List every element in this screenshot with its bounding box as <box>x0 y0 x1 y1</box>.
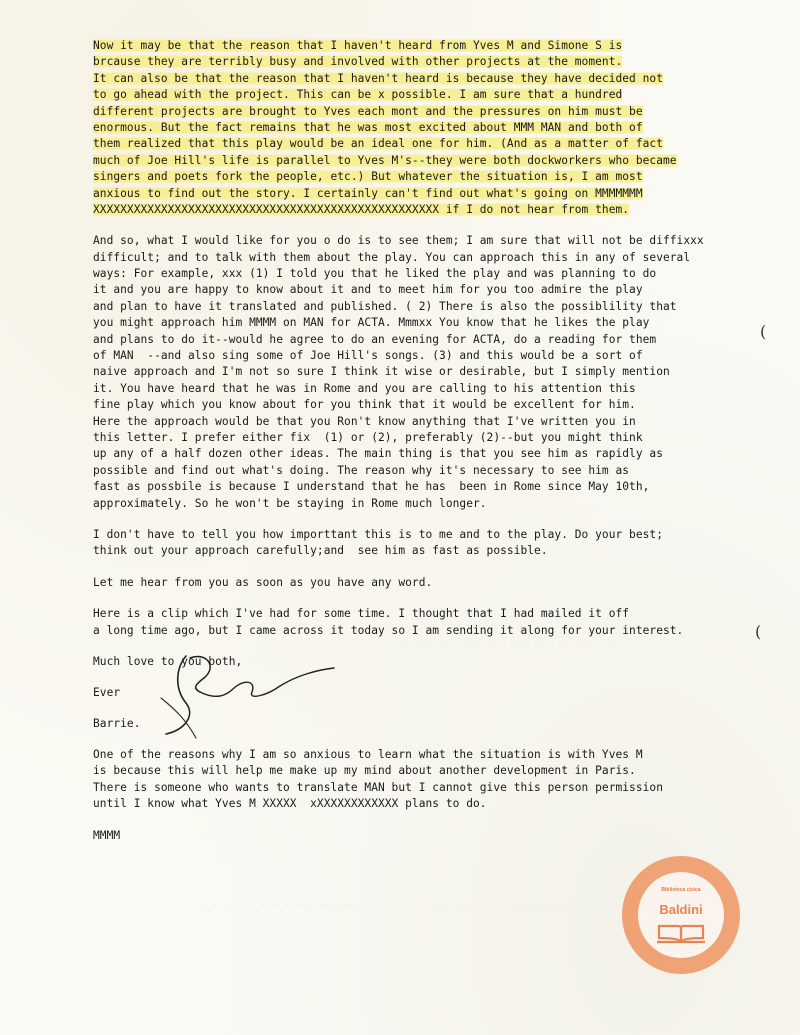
text-line: One of the reasons why I am so anxious to learn what the situation is with Yves M <box>93 748 643 762</box>
highlighted-text: singers and poets fork the people, etc.) But whatever the situation is, I am most <box>93 170 643 184</box>
letter-paragraph <box>93 606 793 639</box>
text-line: and plan to have it translated and published. ( 2) There is also the possiblility that <box>93 299 677 313</box>
highlighted-text: XXXXXXXXXXXXXXXXXXXXXXXXXXXXXXXXXXXXXXXXXXXXXXXXXXX if I do not hear from them. <box>93 202 630 216</box>
highlighted-text: much of Joe Hill's life is parallel to Yves M's--they were both dockworkers who became <box>93 153 677 167</box>
handwritten-signature <box>156 648 346 740</box>
text-line: a long time ago, but I came across it today so I am sending it along for your interest. <box>93 623 684 637</box>
library-stamp <box>622 856 740 974</box>
text-line: approximately. So he won't be staying in Rome much longer. <box>93 496 487 510</box>
highlighted-text: different projects are brought to Yves each mont and the pressures on him must be <box>93 104 643 118</box>
open-book-icon <box>657 922 705 944</box>
bleed-through-text: - - - - - - - - - - - - - - - - - - - - - - - - - - - - - - - <box>200 900 568 911</box>
text-line <box>93 186 793 202</box>
text-line <box>93 120 793 136</box>
typed-initials: MMMM <box>93 828 121 842</box>
text-line: until I know what Yves M XXXXX xXXXXXXXXXXXX plans to do. <box>93 797 487 811</box>
text-line <box>93 71 793 87</box>
text-line <box>93 153 793 169</box>
text-line: fine play which you know about for you think that it would be excellent for him. <box>93 398 636 412</box>
text-line: it and you are happy to know about it and to meet him for you too admire the play <box>93 283 643 297</box>
text-line: up any of a half dozen other ideas. The main thing is that you see him as rapidly as <box>93 447 663 461</box>
margin-mark-1: ( <box>760 322 767 341</box>
signer-name: Barrie. <box>93 716 141 730</box>
highlighted-text: anxious to find out the story. I certainly can't find out what's going on MMMMMMM <box>93 186 643 200</box>
text-line: Here the approach would be that you Ron't know anything that I've written you in <box>93 414 636 428</box>
highlighted-text: Now it may be that the reason that I haven't heard from Yves M and Simone S is <box>93 39 623 52</box>
text-line <box>93 38 793 54</box>
letter-paragraph <box>93 38 793 218</box>
text-line: I don't have to tell you how importtant this is to me and to the play. Do your best; <box>93 527 663 541</box>
text-line: possible and find out what's doing. The reason why it's necessary to see him as <box>93 463 630 477</box>
text-line: is because this will help me make up my mind about another development in Paris. <box>93 764 636 778</box>
letter-paragraph <box>93 527 793 560</box>
text-line: you might approach him MMMM on MAN for ACTA. Mmmxx You know that he likes the play <box>93 316 650 330</box>
library-stamp-label: Biblioteca civica <box>661 887 701 893</box>
text-line <box>93 169 793 185</box>
text-line: think out your approach carefully;and see him as fast as possible. <box>93 544 548 558</box>
library-stamp-name: Baldini <box>659 902 703 917</box>
text-line: ways: For example, xxx (1) I told you that he liked the play and was planning to do <box>93 267 657 281</box>
text-line: naive approach and I'm not so sure I think it wise or desirable, but I simply mention <box>93 365 670 379</box>
text-line: And so, what I would like for you o do is to see them; I am sure that will not be diffixxx <box>93 234 704 248</box>
closing-word: Ever <box>93 686 121 700</box>
text-line <box>93 104 793 120</box>
text-line: difficult; and to talk with them about the play. You can approach this in any of several <box>93 250 691 264</box>
letter-paragraph <box>93 233 793 512</box>
highlighted-text: brcause they are terribly busy and involved with other projects at the moment. <box>93 55 623 69</box>
letter-paragraph <box>93 575 793 591</box>
text-line: fast as possbile is because I understand that he has been in Rome since May 10th, <box>93 480 650 494</box>
postscript <box>93 747 793 813</box>
highlighted-text: them realized that this play would be an ideal one for him. (And as a matter of fact <box>93 137 663 151</box>
text-line <box>93 54 793 70</box>
highlighted-text: enormous. But the fact remains that he was most excited about MMM MAN and both of <box>93 120 643 134</box>
library-stamp-inner <box>638 872 724 958</box>
highlighted-text: It can also be that the reason that I haven't heard is because they have decided not <box>93 71 663 85</box>
highlighted-text: to go ahead with the project. This can be x possible. I am sure that a hundred <box>93 88 623 102</box>
text-line <box>93 87 793 103</box>
text-line: of MAN --and also sing some of Joe Hill's songs. (3) and this would be a sort of <box>93 349 643 363</box>
text-line: Much love to you both, <box>93 654 243 668</box>
text-line: it. You have heard that he was in Rome and you are calling to his attention this <box>93 381 636 395</box>
text-line <box>93 202 793 218</box>
text-line: and plans to do it--would he agree to do an evening for ACTA, do a reading for them <box>93 332 657 346</box>
text-line: Here is a clip which I've had for some time. I thought that I had mailed it off <box>93 607 630 621</box>
text-line: this letter. I prefer either fix (1) or (2), preferably (2)--but you might think <box>93 430 643 444</box>
bleed-through-text: - - - - - - - - - - - - - - - - - - - - - - - - - <box>320 640 616 651</box>
text-line: Let me hear from you as soon as you have any word. <box>93 575 433 589</box>
text-line: There is someone who wants to translate MAN but I cannot give this person permission <box>93 780 663 794</box>
text-line <box>93 136 793 152</box>
margin-mark-2: ( <box>755 622 762 641</box>
